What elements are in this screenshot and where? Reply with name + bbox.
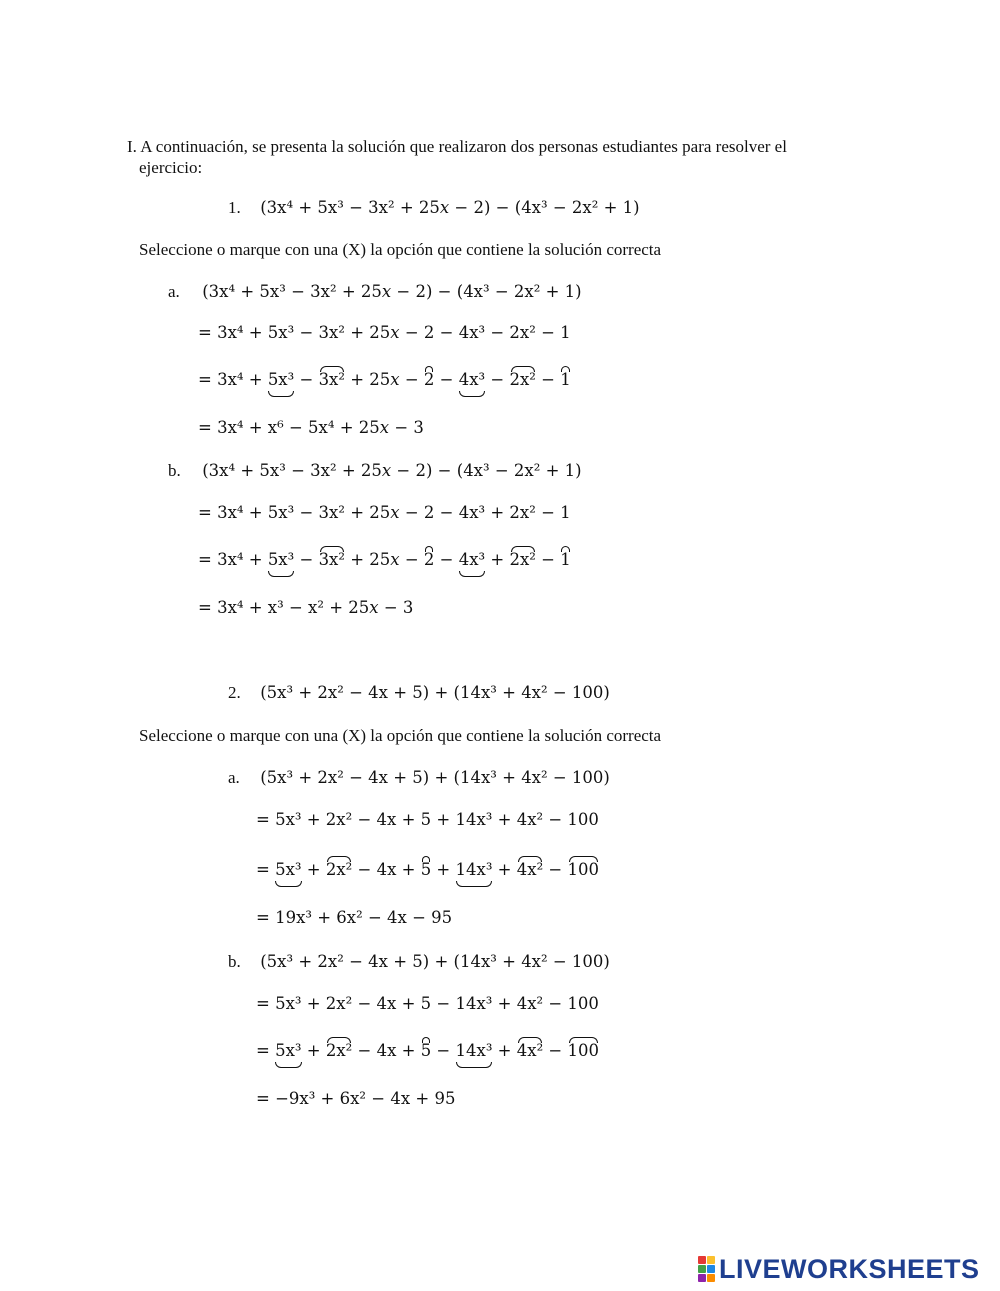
- intro-line-1: I. A continuación, se presenta la solución que realizaron dos personas estudiantes para resolver el: [127, 137, 787, 156]
- problem-2-b-result: = −9x³ + 6x² − 4x + 95: [256, 1089, 456, 1108]
- problem-2-option-a[interactable]: [228, 767, 610, 789]
- problem-2-expression: (5x³ + 2x² − 4x + 5) + (14x³ + 4x² − 100): [260, 683, 610, 702]
- problem-2-statement: [228, 682, 610, 704]
- option-expression: (5x³ + 2x² − 4x + 5) + (14x³ + 4x² − 100): [260, 952, 610, 971]
- option-label: a.: [168, 282, 180, 301]
- problem-1-option-b[interactable]: [168, 460, 582, 482]
- problem-2-a-step-1: = 5x³ + 2x² − 4x + 5 + 14x³ + 4x² − 100: [256, 810, 599, 829]
- problem-1-b-step-1: = 3x⁴ + 5x³ − 3x² + 25𝑥 − 2 − 4x³ + 2x² − 1: [198, 503, 571, 522]
- option-label: b.: [168, 461, 181, 480]
- logo-block: [698, 1256, 706, 1264]
- intro-line-2: ejercicio:: [139, 158, 203, 177]
- problem-1-expression: (3x⁴ + 5x³ − 3x² + 25𝑥 − 2) − (4x³ − 2x² + 1): [260, 198, 640, 217]
- problem-2-number: 2.: [228, 683, 241, 702]
- problem-1-a-step-2: = 3x⁴ + 5x³ − 3x² + 25𝑥 − 2 − 4x³ − 2x² − 1: [198, 370, 571, 389]
- logo-block: [707, 1256, 715, 1264]
- problem-2-a-step-2: = 5x³ + 2x² − 4x + 5 + 14x³ + 4x² − 100: [256, 860, 600, 879]
- option-expression: (3x⁴ + 5x³ − 3x² + 25𝑥 − 2) − (4x³ − 2x² + 1): [202, 282, 582, 301]
- problem-2-option-b[interactable]: [228, 951, 610, 973]
- problem-1-b-result: = 3x⁴ + x³ − x² + 25𝑥 − 3: [198, 598, 414, 617]
- logo-block: [698, 1274, 706, 1282]
- liveworksheets-logo: [698, 1253, 980, 1285]
- problem-1-a-result: = 3x⁴ + x⁶ − 5x⁴ + 25𝑥 − 3: [198, 418, 424, 437]
- logo-text: LIVEWORKSHEETS: [719, 1253, 980, 1284]
- problem-1-a-step-1: = 3x⁴ + 5x³ − 3x² + 25𝑥 − 2 − 4x³ − 2x² − 1: [198, 323, 571, 342]
- problem-2-b-step-2: = 5x³ + 2x² − 4x + 5 − 14x³ + 4x² − 100: [256, 1041, 600, 1060]
- option-label: b.: [228, 952, 241, 971]
- problem-2-instruction[interactable]: Seleccione o marque con una (X) la opción que contiene la solución correcta: [139, 726, 662, 745]
- option-label: a.: [228, 768, 240, 787]
- problem-1-b-step-2: = 3x⁴ + 5x³ − 3x² + 25𝑥 − 2 − 4x³ + 2x² − 1: [198, 550, 571, 569]
- option-expression: (5x³ + 2x² − 4x + 5) + (14x³ + 4x² − 100): [260, 768, 610, 787]
- problem-1-option-a[interactable]: [168, 281, 582, 303]
- problem-2-b-step-1: = 5x³ + 2x² − 4x + 5 − 14x³ + 4x² − 100: [256, 994, 599, 1013]
- problem-2-a-result: = 19x³ + 6x² − 4x − 95: [256, 908, 453, 927]
- logo-block: [707, 1265, 715, 1273]
- logo-blocks-icon: [698, 1256, 715, 1282]
- option-expression: (3x⁴ + 5x³ − 3x² + 25𝑥 − 2) − (4x³ − 2x² + 1): [202, 461, 582, 480]
- problem-1-number: 1.: [228, 198, 241, 217]
- logo-block: [707, 1274, 715, 1282]
- problem-1-statement: [228, 197, 640, 219]
- logo-block: [698, 1265, 706, 1273]
- problem-1-instruction[interactable]: Seleccione o marque con una (X) la opción que contiene la solución correcta: [139, 240, 662, 259]
